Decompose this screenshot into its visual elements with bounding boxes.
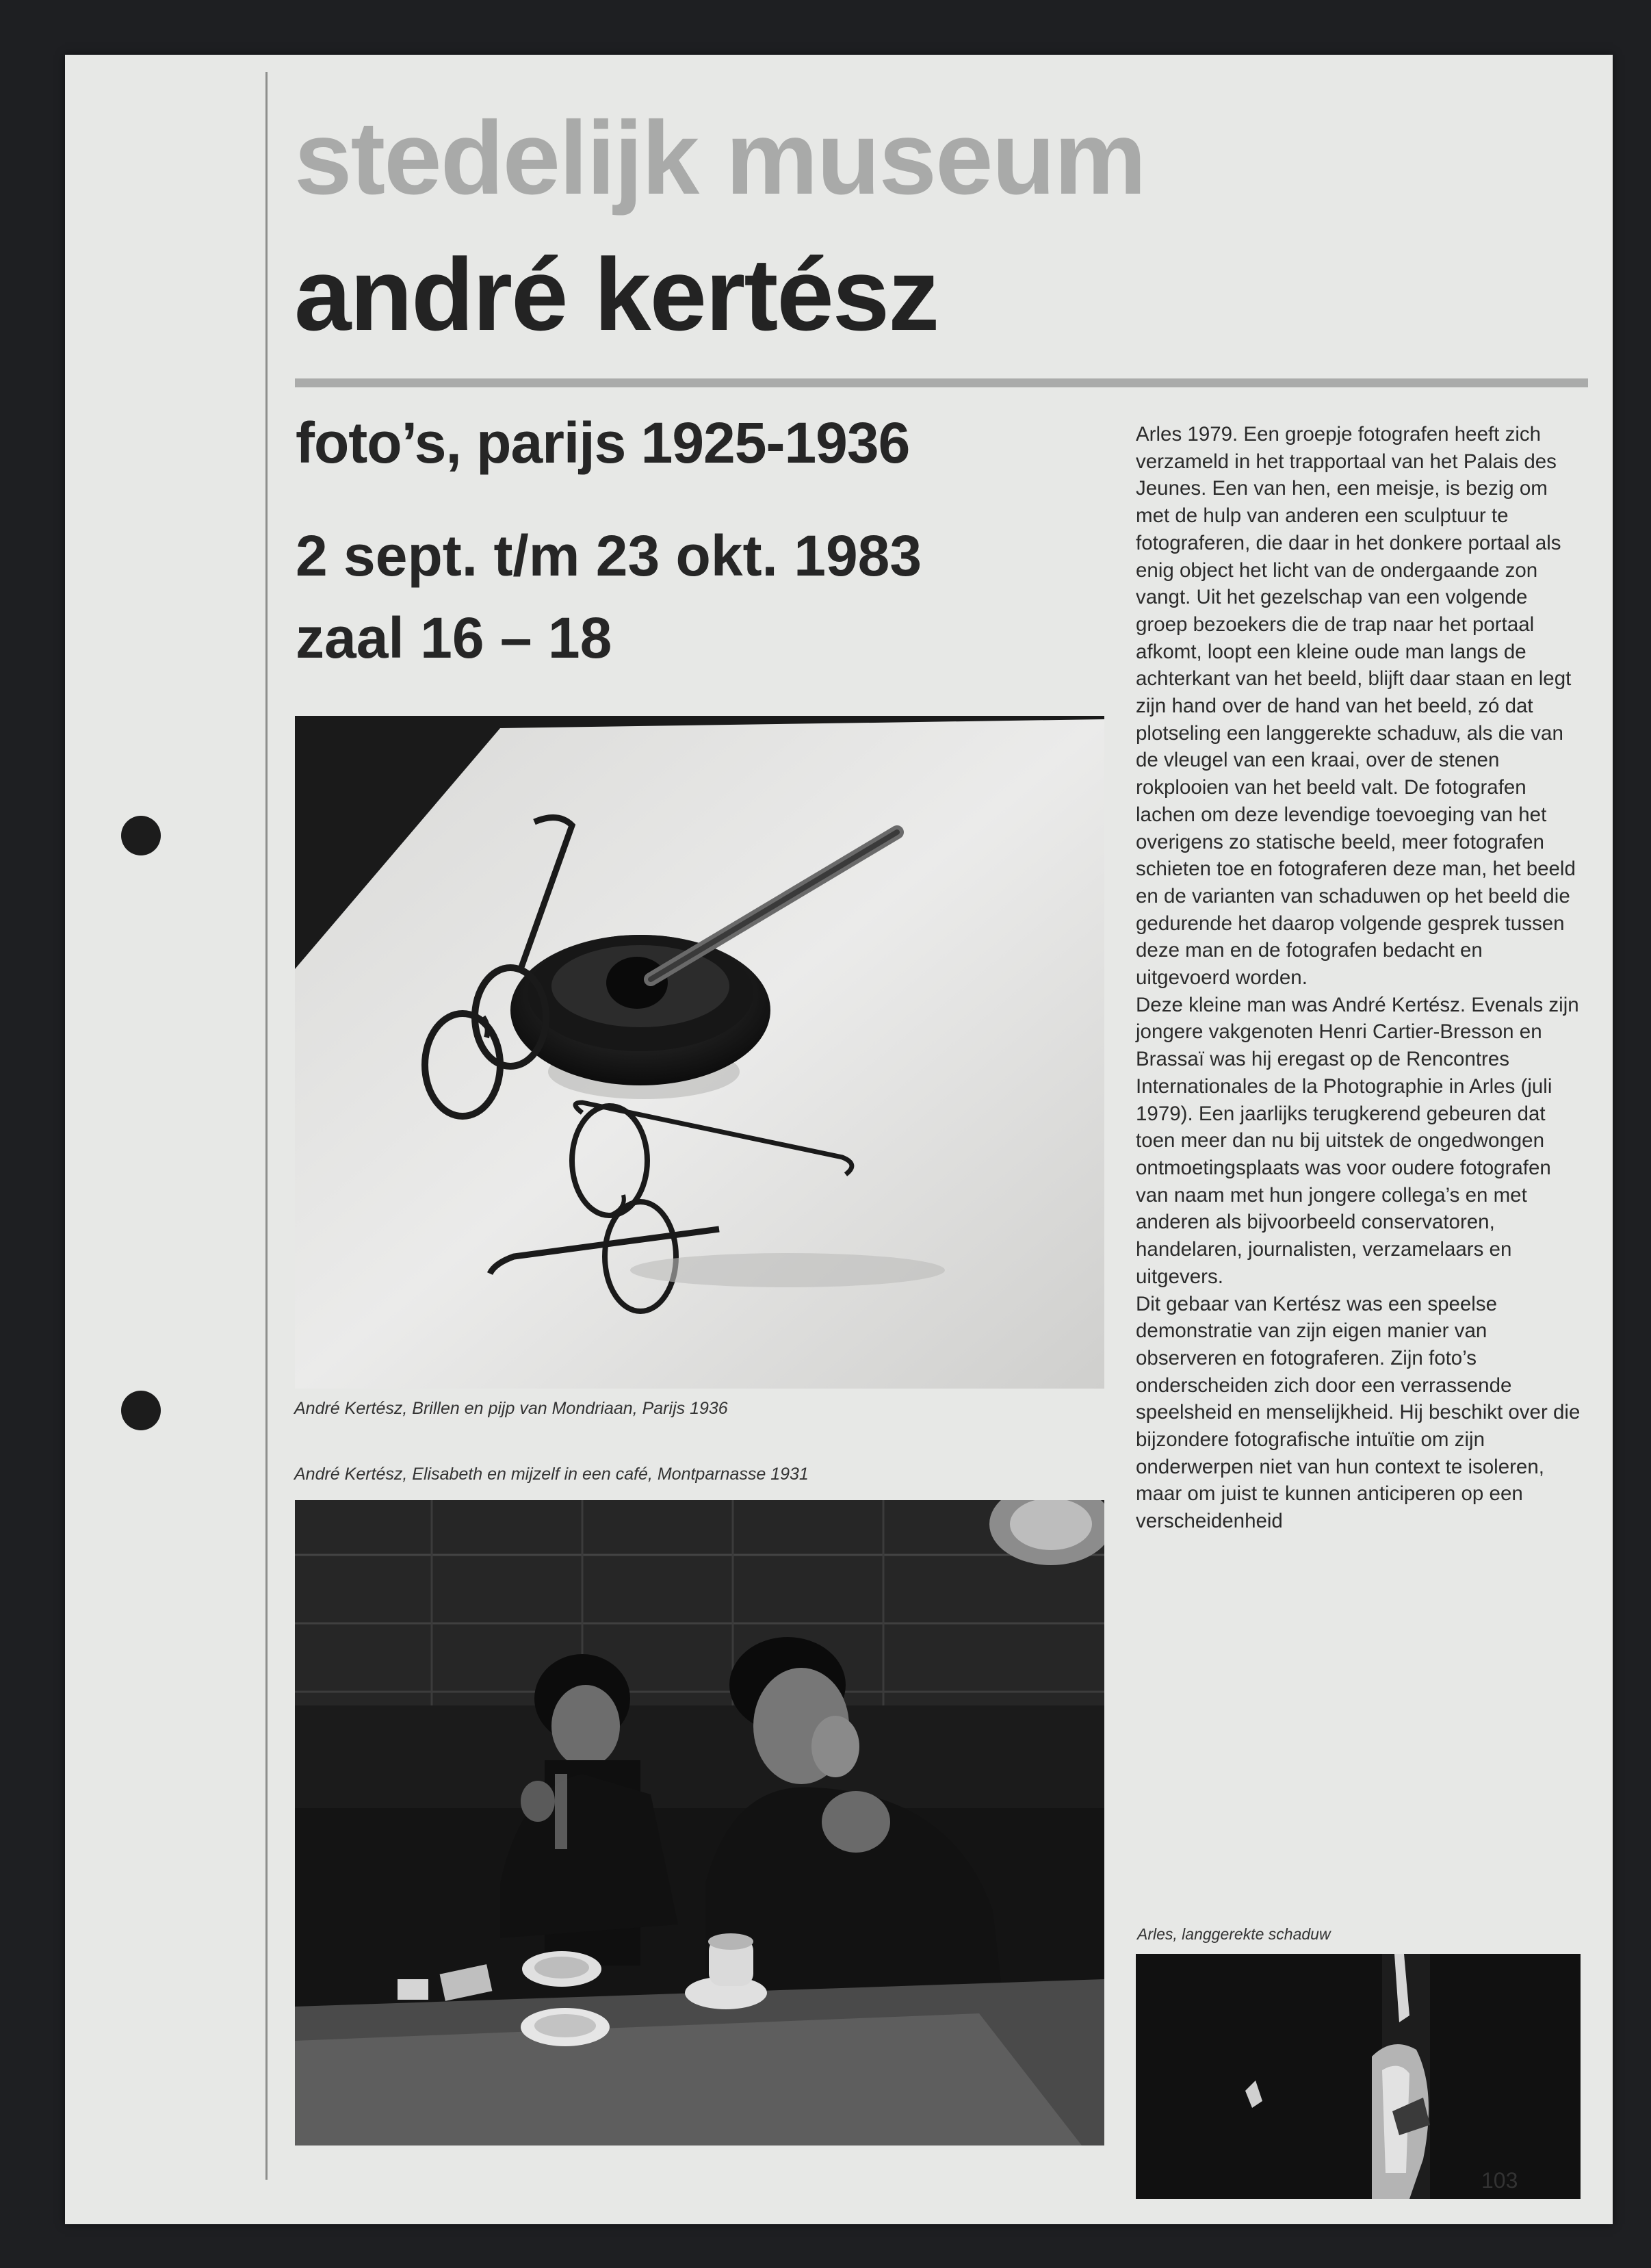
- punch-hole-top: [121, 816, 161, 855]
- artist-name: andré kertész: [294, 237, 939, 352]
- vertical-rule: [265, 72, 268, 2180]
- photo-glasses-and-pipe: [295, 716, 1104, 1389]
- header-divider: [295, 378, 1588, 387]
- exhibition-subtitle: foto’s, parijs 1925-1936: [296, 411, 910, 475]
- photo-couple-in-cafe: [295, 1500, 1104, 2145]
- photo-caption-2: André Kertész, Elisabeth en mijzelf in een café, Montparnasse 1931: [294, 1465, 809, 1484]
- article-body-text: Arles 1979. Een groepje fotografen heeft zich verzameld in het trapportaal van het Palais des Jeunes. Een van hen, een meisje, is bezig om met de hulp van anderen een sculptuur te fotograferen, die daar in het donkere portaal als enig object het licht van de ondergaande zon vangt. Uit het gezelschap van een volgende groep bezoekers die de trap naar het portaal afkomt, loopt een kleine oude man langs de achterkant van het beeld, blijft daar staan en legt zijn hand over de hand van het beeld, zó dat plotseling een langgerekte schaduw, als die van de vleugel van een kraai, over de stenen rokplooien van het beeld valt. De fotografen lachen om deze levendige toevoeging van het overigens zo statische beeld, meer fotografen schieten toe en fotograferen deze man, het beeld en de varianten van schaduwen op het beeld die gedurende het daarop volgende gesprek tussen deze man en de fotografen bedacht en uitgevoerd worden. Deze kleine man was André Kertész. Evenals zijn jongere vakgenoten Henri Cartier-Bresson en Brassaï was hij eregast op de Rencontres Internationales de la Photographie in Arles (juli 1979). Een jaarlijks terugkerend gebeuren dat toen meer dan nu bij uitstek de ongedwongen ontmoetingsplaats was voor oudere fotografen van naam met hun jongere collega’s en met anderen als bijvoorbeeld conservatoren, handelaren, journalisten, verzamelaars en uitgevers. Dit gebaar van Kertész was een speelse demonstratie van zijn eigen manier van observeren en fotograferen. Zijn foto’s onderscheiden zich door een verrassende speelsheid en menselijkheid. Hij beschikt over die bijzondere fotografische intuïtie om zijn onderwerpen niet van hun context te isoleren, maar om juist te kunnen anticiperen op een verscheidenheid: [1136, 423, 1581, 1533]
- document-page: [65, 55, 1613, 2224]
- page-number: 103: [1481, 2168, 1518, 2193]
- punch-hole-bottom: [121, 1391, 161, 1430]
- exhibition-dates: 2 sept. t/m 23 okt. 1983: [296, 524, 922, 588]
- museum-name: stedelijk museum: [294, 100, 1145, 216]
- photo-caption-1: André Kertész, Brillen en pijp van Mondriaan, Parijs 1936: [294, 1399, 728, 1418]
- photo-caption-3: Arles, langgerekte schaduw: [1137, 1925, 1331, 1943]
- exhibition-room: zaal 16 – 18: [296, 606, 612, 670]
- photo-arles-shadow: [1136, 1954, 1581, 2199]
